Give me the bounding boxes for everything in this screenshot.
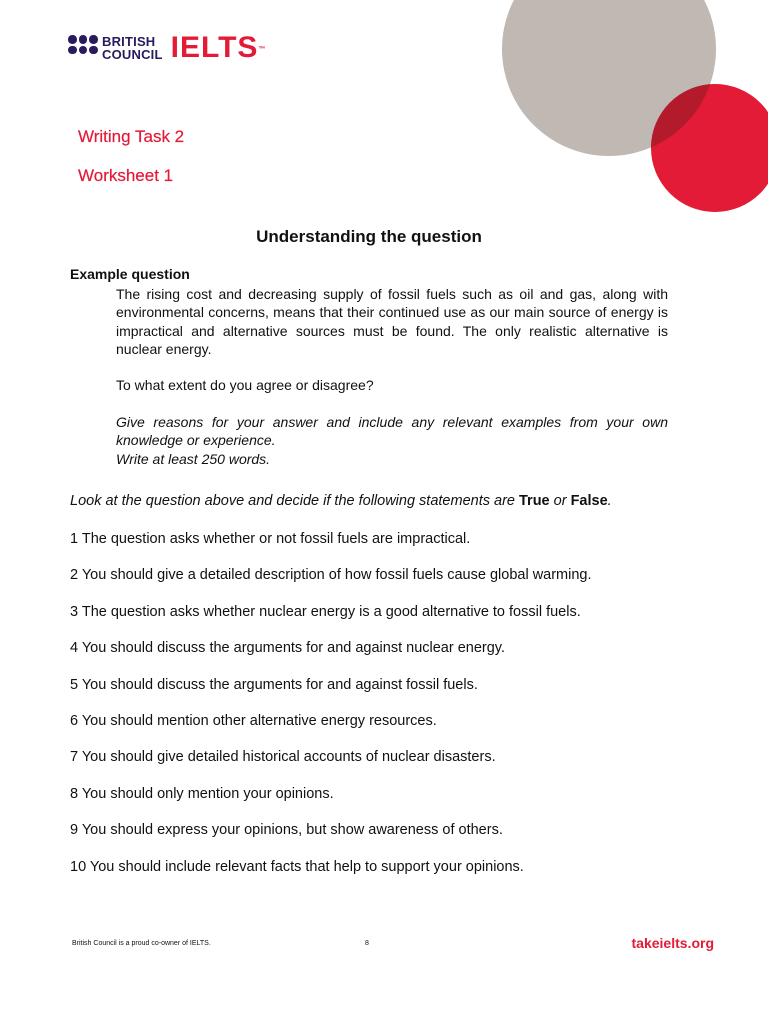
takeielts-link[interactable]: takeielts.org <box>631 935 714 951</box>
section-title: Understanding the question <box>256 227 482 246</box>
statement-item: 9 You should express your opinions, but show awareness of others. <box>70 822 503 839</box>
statement-item: 3 The question asks whether nuclear energy is a good alternative to fossil fuels. <box>70 603 581 620</box>
decorative-overlap <box>651 84 768 212</box>
example-question-label: Example question <box>70 266 190 282</box>
statement-item: 8 You should only mention your opinions. <box>70 785 334 802</box>
instruction-text: Look at the question above and decide if the following statements are True or False. <box>70 493 612 509</box>
statement-list <box>70 529 710 893</box>
question-prompt: The rising cost and decreasing supply of fossil fuels such as oil and gas, along with environmental concerns, means that their continued use as our main source of energy is impractical and alternative sources must be found. The only realistic alternative is nuclear energy. <box>116 286 668 357</box>
task-heading: Writing Task 2 <box>78 127 185 146</box>
statement-item: 5 You should discuss the arguments for and against fossil fuels. <box>70 676 478 693</box>
statement-item: 7 You should give detailed historical accounts of nuclear disasters. <box>70 749 496 766</box>
british-council-dots-icon <box>68 33 98 63</box>
statement-item: 1 The question asks whether or not fossil fuels are impractical. <box>70 531 471 547</box>
footer-note: British Council is a proud co-owner of IELTS. <box>72 940 211 947</box>
question-guidance: Give reasons for your answer and include any relevant examples from your own knowledge or experience. <box>116 414 668 449</box>
statement-item: 2 You should give a detailed description of how fossil fuels cause global warming. <box>70 567 592 584</box>
statement-item: 10 You should include relevant facts that help to support your opinions. <box>70 858 524 875</box>
worksheet-heading: Worksheet 1 <box>78 166 174 185</box>
word-count-guidance: Write at least 250 words. <box>116 450 271 467</box>
statement-item: 6 You should mention other alternative energy resources. <box>70 712 437 729</box>
example-question-block <box>116 285 668 468</box>
brand-logo <box>68 31 267 64</box>
statement-item: 4 You should discuss the arguments for and against nuclear energy. <box>70 640 506 657</box>
page-number: 8 <box>365 940 369 947</box>
ielts-wordmark: IELTS ™ <box>170 31 267 64</box>
question-task: To what extent do you agree or disagree? <box>116 377 374 394</box>
british-council-wordmark: BRITISH COUNCIL <box>102 34 163 62</box>
